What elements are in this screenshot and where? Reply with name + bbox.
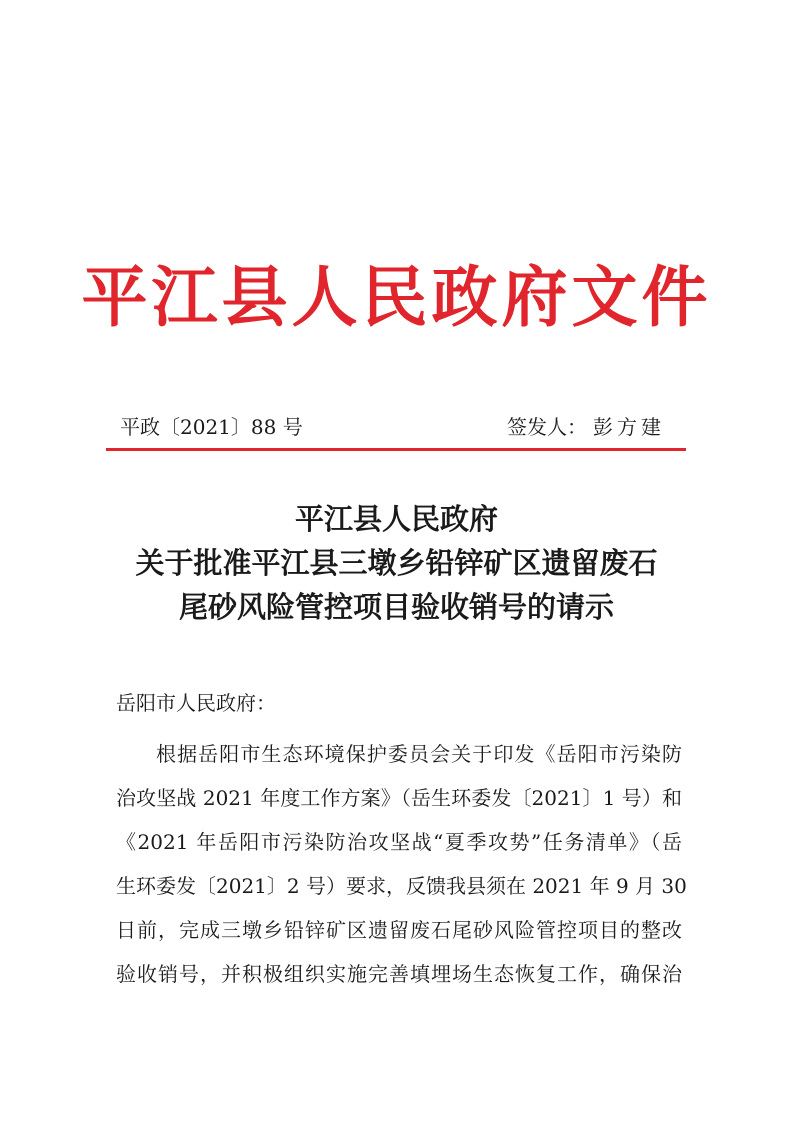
body-line: 《2021 年岳阳市污染防治攻坚战“夏季攻势”任务清单》（岳 — [116, 830, 682, 854]
body-line: 日前，完成三墩乡铅锌矿区遗留废石尾砂风险管控项目的整改 — [116, 918, 682, 942]
signer-label: 签发人： — [507, 415, 587, 439]
document-title — [0, 497, 793, 629]
addressee: 岳阳市人民政府： — [116, 691, 276, 715]
signer-block — [507, 412, 665, 442]
title-line: 尾砂风险管控项目验收销号的请示 — [178, 590, 614, 624]
title-line: 关于批准平江县三墩乡铅锌矿区遗留废石 — [135, 546, 658, 580]
title-line: 平江县人民政府 — [294, 502, 498, 536]
red-divider-rule — [106, 448, 686, 451]
document-number: 平政〔2021〕88 号 — [120, 415, 303, 439]
signer-name: 彭方建 — [593, 415, 665, 439]
body-line: 验收销号，并积极组织实施完善填埋场生态恢复工作，确保治 — [116, 962, 682, 986]
masthead-title: 平江县人民政府文件 — [81, 258, 712, 336]
body-paragraph — [116, 732, 687, 996]
body-line: 根据岳阳市生态环境保护委员会关于印发《岳阳市污染防 — [156, 742, 682, 766]
body-line: 生环委发〔2021〕2 号）要求，反馈我县须在 2021 年 9 月 30 — [116, 874, 687, 898]
body-line: 治攻坚战 2021 年度工作方案》（岳生环委发〔2021〕1 号）和 — [116, 786, 682, 810]
